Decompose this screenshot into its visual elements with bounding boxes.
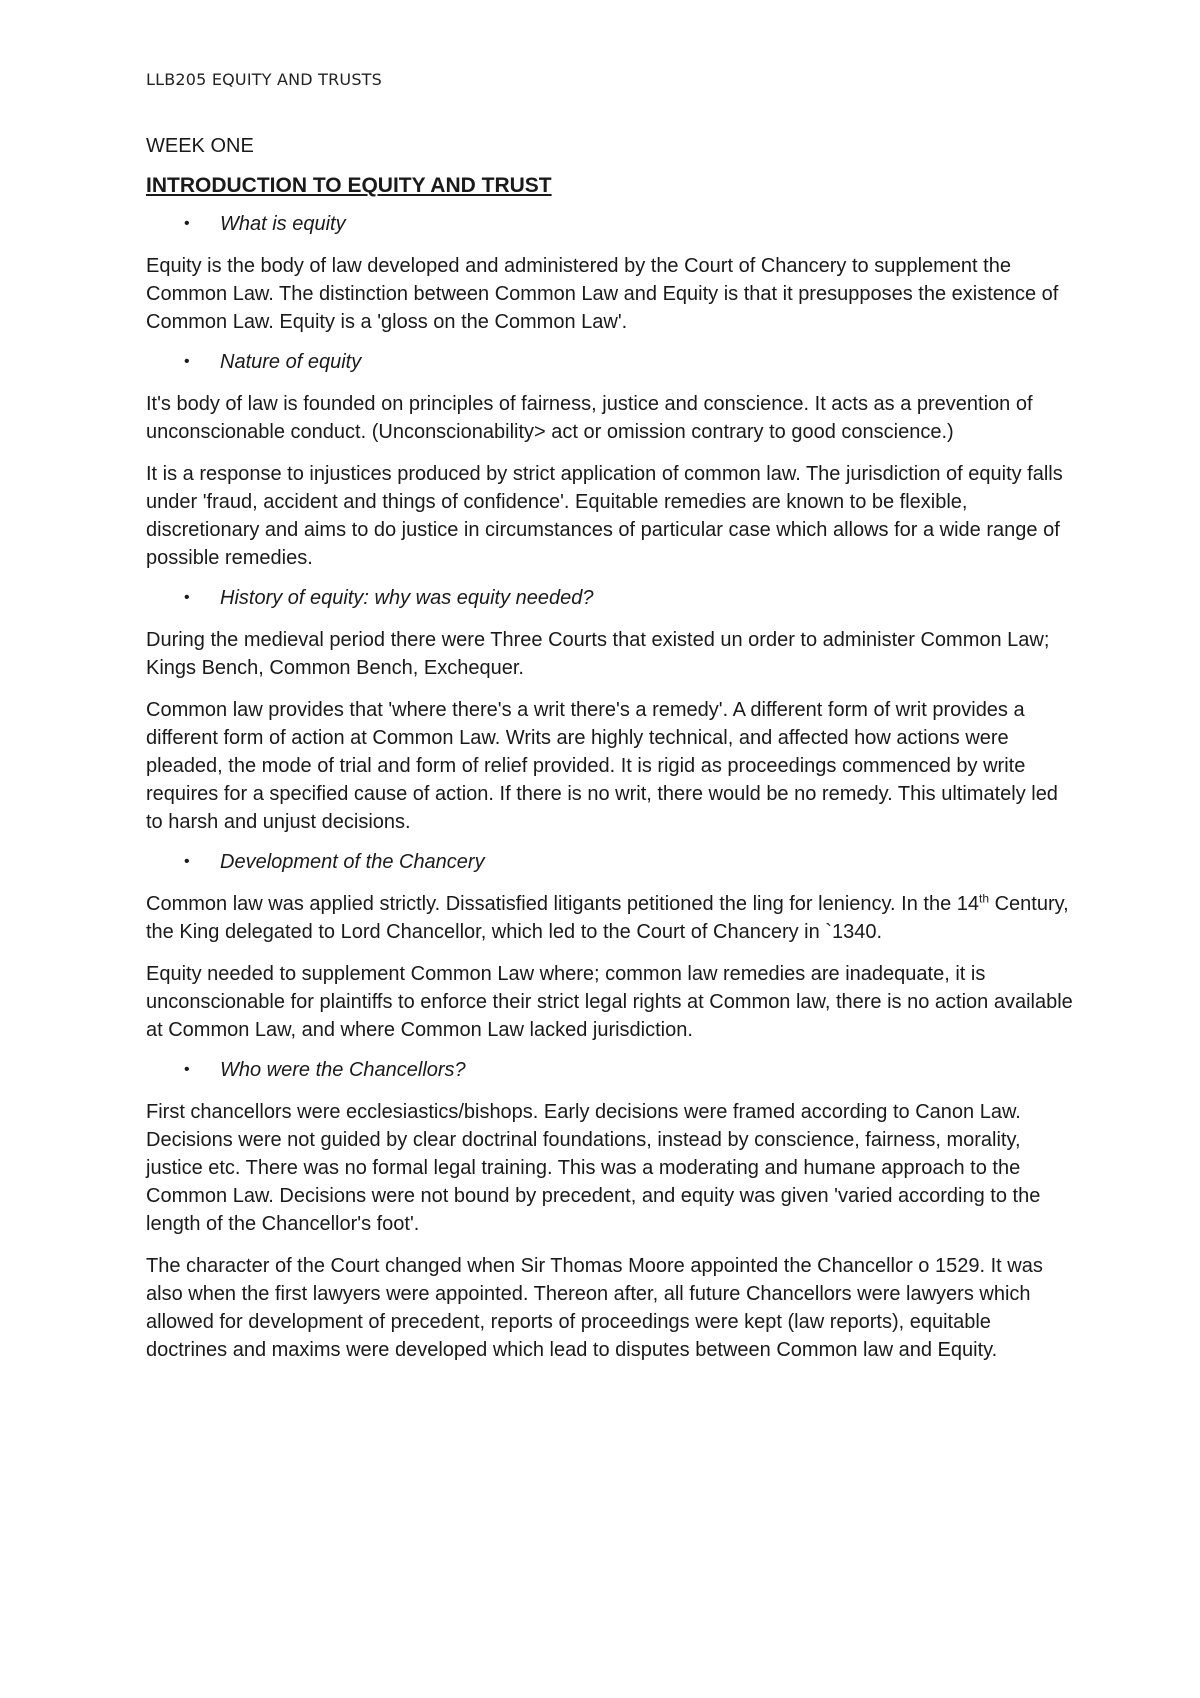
bullet-heading-what-is-equity	[146, 212, 1076, 236]
ordinal-superscript: th	[979, 891, 990, 906]
bullet-heading-who-were-chancellors	[146, 1058, 1076, 1082]
bullet-text: Nature of equity	[220, 351, 362, 373]
week-label: WEEK ONE	[146, 135, 254, 157]
paragraph: Equity is the body of law developed and administered by the Court of Chancery to supplement the Common Law. The distinction between Common Law and Equity is that it presupposes the existence of Common Law. Equity is a 'gloss on the Common Law'.	[146, 255, 1059, 333]
bullet-icon: •	[184, 1061, 190, 1078]
bullet-heading-development-of-chancery	[146, 850, 1076, 874]
paragraph-with-superscript	[146, 890, 1076, 946]
bullet-text: History of equity: why was equity needed?	[220, 587, 594, 609]
page-title: INTRODUCTION TO EQUITY AND TRUST	[146, 174, 552, 197]
paragraph-text-before: Common law was applied strictly. Dissatisfied litigants petitioned the ling for leniency. In the 14	[146, 893, 979, 915]
bullet-icon: •	[184, 589, 190, 606]
bullet-icon: •	[184, 853, 190, 870]
document-header: LLB205 EQUITY AND TRUSTS	[146, 70, 383, 89]
bullet-text: What is equity	[220, 213, 346, 235]
paragraph-text-after: Century, the King delegated to Lord Chancellor, which led to the Court of Chancery in `1340.	[146, 893, 1069, 943]
paragraph: It's body of law is founded on principles of fairness, justice and conscience. It acts as a prevention of unconscionable conduct. (Unconscionability> act or omission contrary to good conscience.)	[146, 393, 1033, 443]
document-page	[146, 70, 1076, 1378]
bullet-icon: •	[184, 353, 190, 370]
paragraph: First chancellors were ecclesiastics/bishops. Early decisions were framed according to Canon Law. Decisions were not guided by clear doctrinal foundations, instead by conscience, fairness, morality, justice etc. There was no formal legal training. This was a moderating and humane approach to the Common Law. Decisions were not bound by precedent, and equity was given 'varied according to the length of the Chancellor's foot'.	[146, 1101, 1041, 1235]
bullet-heading-nature-of-equity	[146, 350, 1076, 374]
paragraph: It is a response to injustices produced by strict application of common law. The jurisdiction of equity falls under 'fraud, accident and things of confidence'. Equitable remedies are known to be flexible, discretionary and aims to do justice in circumstances of particular case which allows for a wide range of possible remedies.	[146, 463, 1063, 569]
bullet-text: Who were the Chancellors?	[220, 1059, 466, 1081]
paragraph: Equity needed to supplement Common Law where; common law remedies are inadequate, it is unconscionable for plaintiffs to enforce their strict legal rights at Common law, there is no action available at Common Law, and where Common Law lacked jurisdiction.	[146, 963, 1073, 1041]
bullet-heading-history-of-equity	[146, 586, 1076, 610]
paragraph: Common law provides that 'where there's a writ there's a remedy'. A different form of writ provides a different form of action at Common Law. Writs are highly technical, and affected how actions were pleaded, the mode of trial and form of relief provided. It is rigid as proceedings commenced by write requires for a specified cause of action. If there is no writ, there would be no remedy. This ultimately led to harsh and unjust decisions.	[146, 699, 1058, 833]
bullet-text: Development of the Chancery	[220, 851, 485, 873]
paragraph: The character of the Court changed when Sir Thomas Moore appointed the Chancellor o 1529. It was also when the first lawyers were appointed. Thereon after, all future Chancellors were lawyers which allowed for development of precedent, reports of proceedings were kept (law reports), equitable doctrines and maxims were developed which lead to disputes between Common law and Equity.	[146, 1255, 1043, 1361]
paragraph: During the medieval period there were Three Courts that existed un order to administer Common Law; Kings Bench, Common Bench, Exchequer.	[146, 629, 1050, 679]
bullet-icon: •	[184, 215, 190, 232]
